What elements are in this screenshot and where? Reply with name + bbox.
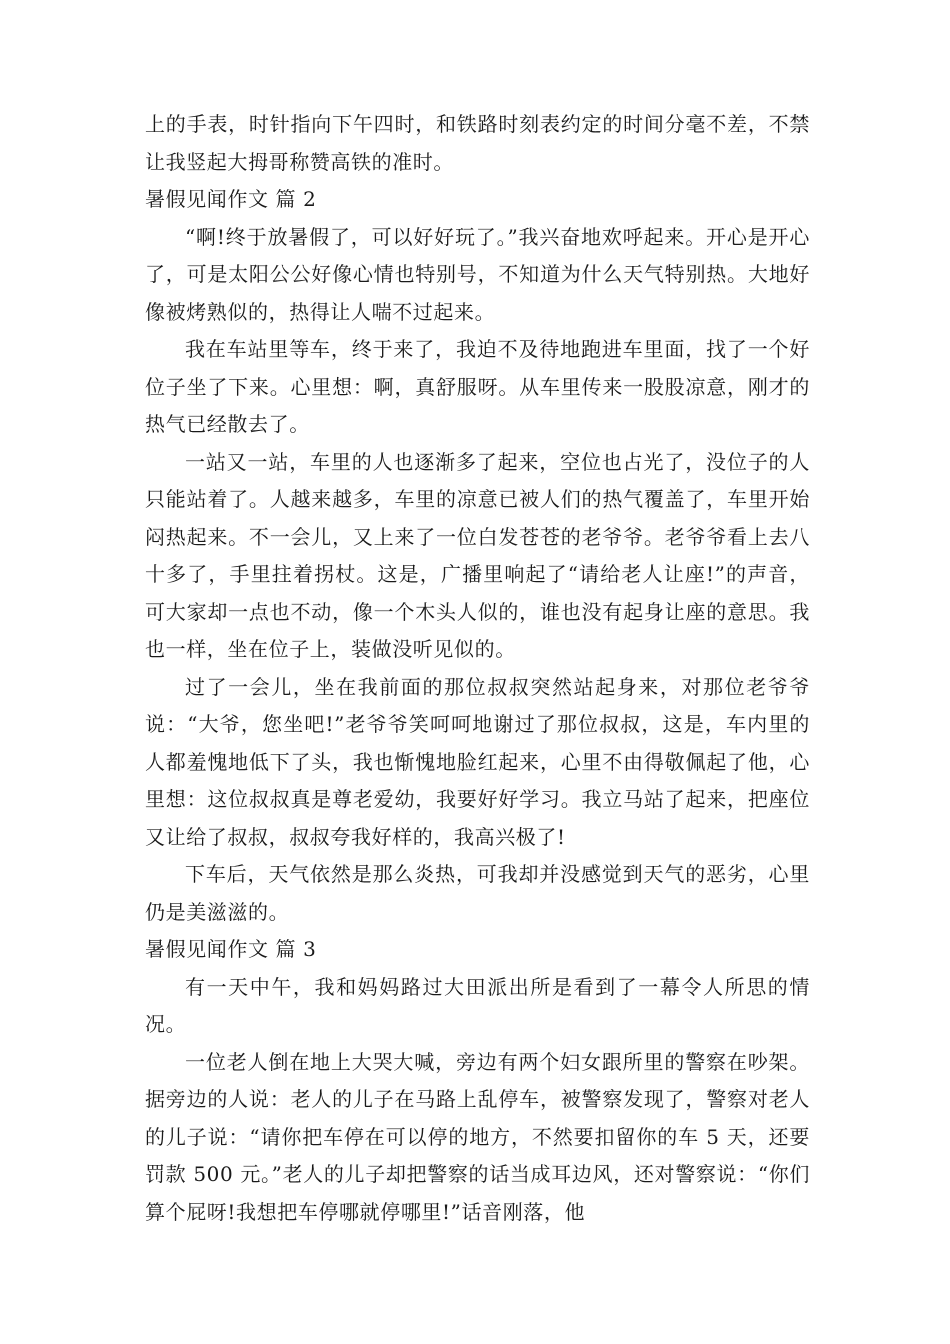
paragraph: 过了一会儿，坐在我前面的那位叔叔突然站起身来，对那位老爷爷说：“大爷，您坐吧!”老爷爷笑呵呵地谢过了那位叔叔，这是，车内里的人都羞愧地低下了头，我也惭愧地脸红起来，心里不由得敬佩起了他，心里想：这位叔叔真是尊老爱幼，我要好好学习。我立马站了起来，把座位又让给了叔叔，叔叔夸我好样的，我高兴极了!	[145, 674, 810, 849]
paragraph: 我在车站里等车，终于来了，我迫不及待地跑进车里面，找了一个好位子坐了下来。心里想：啊，真舒服呀。从车里传来一股股凉意，刚才的热气已经散去了。	[145, 337, 810, 436]
section-heading-3: 暑假见闻作文 篇 3	[145, 937, 317, 961]
document-body	[145, 106, 810, 1231]
section-heading-2: 暑假见闻作文 篇 2	[145, 187, 317, 211]
paragraph: 有一天中午，我和妈妈路过大田派出所是看到了一幕令人所思的情况。	[145, 974, 810, 1036]
paragraph: 下车后，天气依然是那么炎热，可我却并没感觉到天气的恶劣，心里仍是美滋滋的。	[145, 862, 810, 924]
paragraph: 一位老人倒在地上大哭大喊，旁边有两个妇女跟所里的警察在吵架。据旁边的人说：老人的儿子在马路上乱停车，被警察发现了，警察对老人的儿子说：“请你把车停在可以停的地方，不然要扣留你的车 5 天，还要罚款 500 元。”老人的儿子却把警察的话当成耳边风，还对警察说：“你们算个屁呀!我想把车停哪就停哪里!”话音刚落，他	[145, 1049, 810, 1224]
paragraph: 一站又一站，车里的人也逐渐多了起来，空位也占光了，没位子的人只能站着了。人越来越多，车里的凉意已被人们的热气覆盖了，车里开始闷热起来。不一会儿，又上来了一位白发苍苍的老爷爷。老爷爷看上去八十多了，手里拄着拐杖。这是，广播里响起了“请给老人让座!”的声音，可大家却一点也不动，像一个木头人似的，谁也没有起身让座的意思。我也一样，坐在位子上，装做没听见似的。	[145, 449, 810, 661]
paragraph: “啊!终于放暑假了，可以好好玩了。”我兴奋地欢呼起来。开心是开心了，可是太阳公公好像心情也特别号，不知道为什么天气特别热。大地好像被烤熟似的，热得让人喘不过起来。	[145, 224, 810, 324]
paragraph-continuation: 上的手表，时针指向下午四时，和铁路时刻表约定的时间分毫不差，不禁让我竖起大拇哥称赞高铁的准时。	[145, 112, 810, 174]
